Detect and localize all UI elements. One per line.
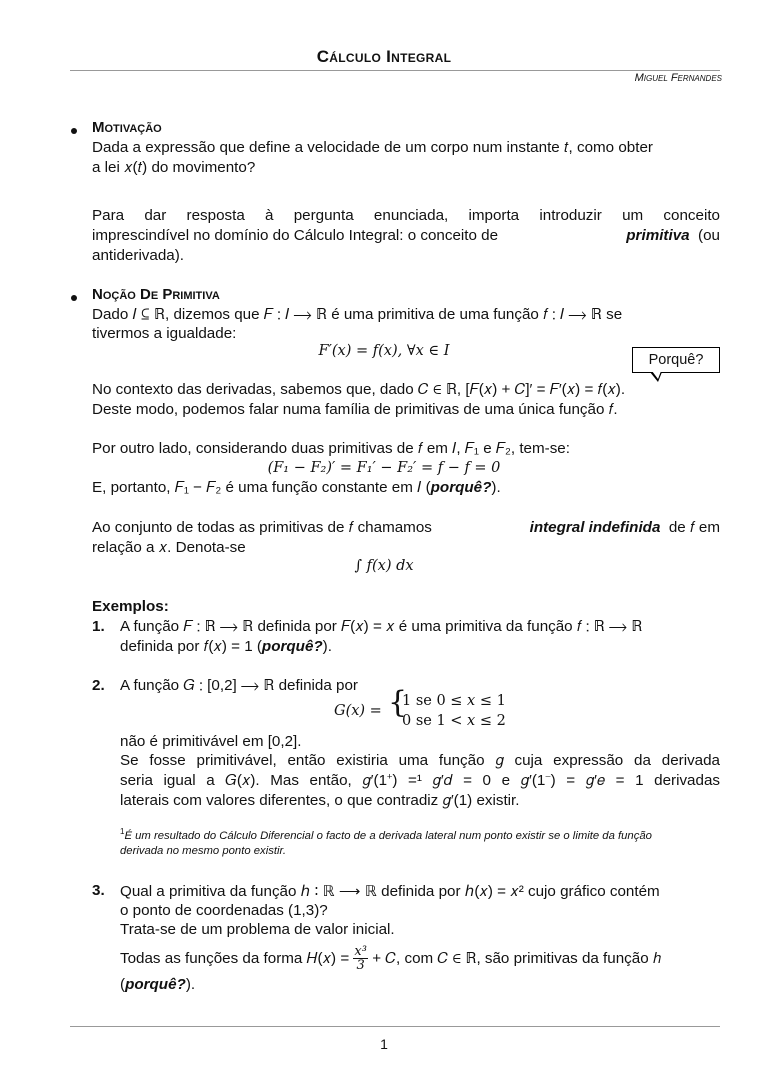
footnote-line-2: derivada no mesmo ponto existir. — [120, 845, 286, 857]
piecewise-brace: { — [388, 685, 408, 720]
example-2-line-4: seria igual a 𝐺(𝑥). Mas então, 𝑔′(1⁺) =¹ 𝑔′𝑑 = 0 e 𝑔′(1⁻) = 𝑔′𝑒 = 1 derivadas — [120, 772, 720, 789]
example-3-line-4-text: Todas as funções da forma 𝐻(𝑥) = — [120, 950, 350, 967]
bullet-icon — [71, 295, 77, 301]
nocao-line-6-text: E, portanto, 𝐹₁ − 𝐹₂ é uma função constante em 𝐼 ( — [92, 479, 431, 496]
bullet-icon — [71, 128, 77, 134]
porque-emphasis: porquê? — [125, 976, 186, 993]
piecewise-case-2: 0 se 1 < 𝑥 ≤ 2 — [402, 713, 506, 729]
nocao-line-6-end: ). — [491, 479, 501, 496]
example-1-line-2-text: definida por 𝑓(𝑥) = 1 ( — [120, 638, 262, 655]
callout-pointer-fill — [652, 371, 661, 379]
example-1-line-1: A função 𝐹 ∶ ℝ ⟶ ℝ definida por 𝐹(𝑥) = 𝑥 é uma primitiva da função 𝑓 ∶ ℝ ⟶ ℝ — [120, 618, 643, 635]
example-3-number: 3. — [92, 882, 105, 899]
example-3-line-2: o ponto de coordenadas (1,3)? — [120, 902, 328, 919]
fraction-numerator: 𝑥³ — [354, 944, 367, 960]
fraction-denominator: 3 — [356, 958, 365, 974]
primitiva-term: primitiva — [626, 227, 690, 244]
example-1-number: 1. — [92, 618, 105, 635]
nocao-line-6 — [92, 479, 501, 497]
nocao-line-7 — [92, 519, 720, 537]
integral-indefinida-term: integral indefinida — [529, 519, 661, 536]
motivacao-line-1: Dada a expressão que define a velocidade de um corpo num instante 𝑡, como obter — [92, 139, 653, 156]
nocao-line-5: Por outro lado, considerando duas primitivas de 𝑓 em 𝐼, 𝐹₁ e 𝐹₂, tem-se: — [92, 440, 570, 457]
example-2-line-5: laterais com valores diferentes, o que contradiz 𝑔′(1) existir. — [120, 792, 520, 809]
header-rule — [70, 70, 720, 71]
examples-heading: Exemplos: — [92, 598, 169, 615]
piecewise-case-1: 1 se 0 ≤ 𝑥 ≤ 1 — [402, 693, 506, 709]
porque-emphasis: porquê? — [430, 479, 492, 496]
equation-piecewise-lhs: 𝐺(𝑥) = — [334, 703, 382, 719]
motivacao-p2-text: imprescindível no domínio do Cálculo Integral: o conceito de — [92, 227, 499, 244]
footnote-line-1 — [120, 827, 652, 842]
example-3-line-4 — [120, 944, 661, 974]
example-2-line-1: A função 𝐺 ∶ [0,2] ⟶ ℝ definida por — [120, 677, 358, 694]
motivacao-p2-line-3: antiderivada). — [92, 247, 185, 264]
example-2-line-3: Se fosse primitivável, então existiria uma função 𝑔 cuja expressão da derivada — [120, 752, 720, 769]
motivacao-p2-paren: (ou — [698, 227, 720, 244]
example-1-line-2-end: ). — [322, 638, 332, 655]
section-heading-motivacao: Motivação — [92, 119, 162, 136]
example-3-line-3: Trata-se de um problema de valor inicial. — [120, 921, 395, 938]
page-title: Cálculo Integral — [316, 47, 452, 66]
nocao-line-7-end: de 𝑓 em — [668, 519, 720, 536]
author-name: Miguel Fernandes — [634, 72, 722, 84]
example-2-number: 2. — [92, 677, 105, 694]
nocao-line-8: relação a 𝑥. Denota-se — [92, 539, 246, 556]
nocao-line-7-text: Ao conjunto de todas as primitivas de 𝑓 chamamos — [92, 519, 432, 536]
page-number: 1 — [380, 1036, 388, 1052]
motivacao-p2-line-2 — [92, 227, 720, 244]
equation-primitive-definition: 𝐹′(𝑥) = 𝑓(𝑥), ∀𝑥 ∈ 𝐼 — [318, 343, 450, 359]
example-2-line-2: não é primitivável em [0,2]. — [120, 733, 302, 750]
fraction-x-cubed-over-3 — [353, 945, 368, 972]
footer-rule — [70, 1026, 720, 1027]
nocao-line-3: No contexto das derivadas, sabemos que, dado 𝐶 ∈ ℝ, [𝐹(𝑥) + 𝐶]′ = 𝐹′(𝑥) = 𝑓(𝑥). — [92, 381, 626, 398]
porque-emphasis: porquê? — [261, 638, 323, 655]
section-heading-nocao: Noção De Primitiva — [92, 286, 220, 303]
motivacao-line-2: a lei 𝑥(𝑡) do movimento? — [92, 159, 256, 176]
porque-callout: Porquê? — [632, 347, 720, 373]
example-3-paren-close: ). — [185, 976, 196, 993]
example-1-line-2 — [120, 638, 332, 656]
example-3-line-1: Qual a primitiva da função ℎ ∶ ℝ ⟶ ℝ definida por ℎ(𝑥) = 𝑥² cujo gráfico contém — [120, 883, 660, 900]
example-3-line-5 — [120, 976, 195, 993]
footnote-text: É um resultado do Cálculo Diferencial o facto de a derivada lateral num ponto existir se o limite da função — [124, 829, 652, 842]
footnote-marker: 1 — [120, 827, 125, 836]
nocao-line-1: Dado 𝐼 ⊆ ℝ, dizemos que 𝐹 ∶ 𝐼 ⟶ ℝ é uma primitiva de uma função 𝑓 ∶ 𝐼 ⟶ ℝ se — [92, 306, 623, 323]
equation-indefinite-integral: ∫ 𝑓(𝑥) 𝑑𝑥 — [354, 558, 414, 574]
example-3-paren-open: ( — [120, 976, 126, 993]
nocao-line-2: tivermos a igualdade: — [92, 325, 237, 342]
example-3-line-4-end: + 𝐶, com 𝐶 ∈ ℝ, são primitivas da função ℎ — [372, 950, 662, 967]
motivacao-p2-line-1: Para dar resposta à pergunta enunciada, importa introduzir um conceito — [92, 207, 720, 224]
nocao-line-4: Deste modo, podemos falar numa família de primitivas de uma única função 𝑓. — [92, 401, 618, 418]
equation-difference-derivative: (𝐹₁ − 𝐹₂)′ = 𝐹₁′ − 𝐹₂′ = 𝑓 − 𝑓 = 0 — [267, 460, 501, 476]
